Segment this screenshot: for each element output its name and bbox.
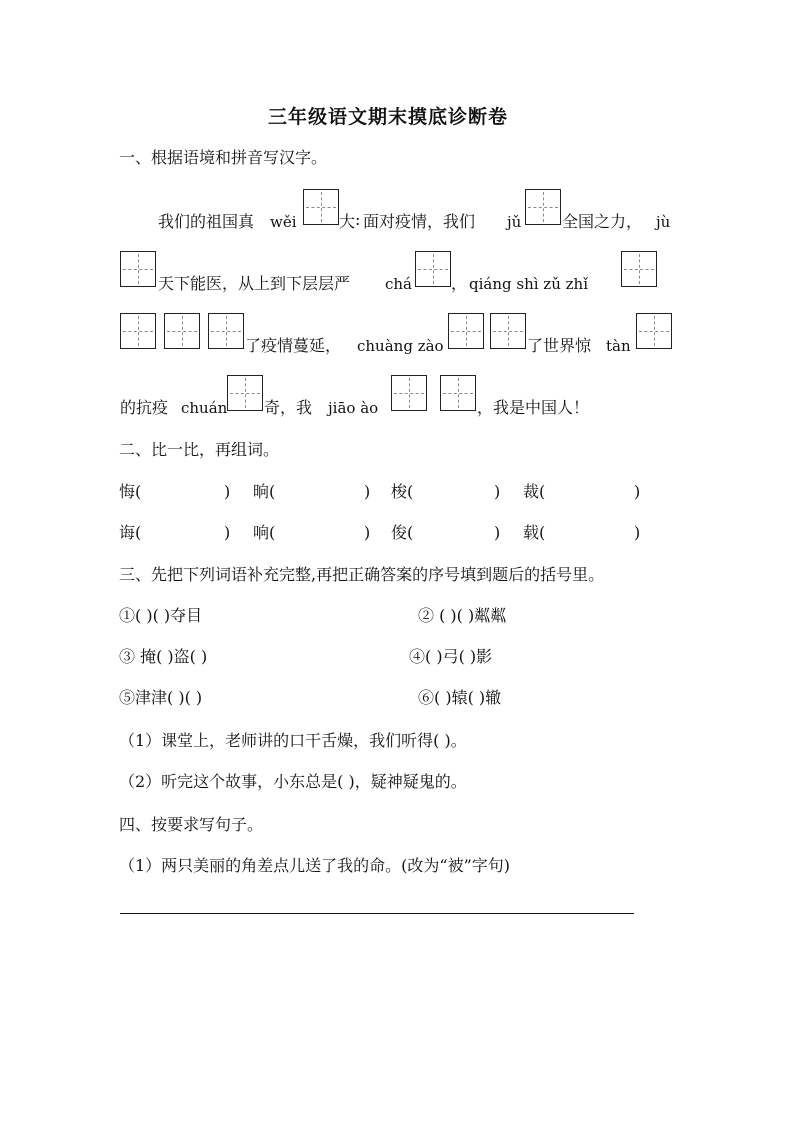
q1-line4-text-b: 奇，我 [264,398,313,417]
q1-line3-text-b: 了世界惊 [527,336,592,355]
q1-pinyin-tan: tàn [606,337,631,355]
q1-line3-text-a: 了疫情蔓延， [245,336,342,355]
q1-pinyin-ju2: jù [656,213,671,231]
q3-item-1: ①( )( )夺目 [119,606,203,625]
q2-r2-c3-close: ) [494,523,501,542]
q1-pinyin-qiangshizuzhi: qiáng shì zǔ zhǐ [469,275,588,293]
answer-line[interactable] [120,913,634,914]
q1-pinyin-wei: wěi [270,213,297,231]
q1-line1-text-b: 大 [339,212,356,231]
q1-pinyin-chuangzao: chuàng zào [357,337,444,355]
q3-item-6: ⑥( )辕( )辙 [418,688,502,707]
answer-box[interactable] [490,313,526,349]
q3-item-2: ② ( )( )粼粼 [418,606,507,625]
q3-item-3: ③ 掩( )盗( ) [119,647,208,666]
q2-r1-c4-close: ) [634,482,641,501]
answer-box[interactable] [391,375,427,411]
answer-box[interactable] [440,375,476,411]
section-1-heading: 一、根据语境和拼音写汉字。 [119,148,328,167]
q2-r2-c1-open: 诲( [119,523,142,542]
q3-sentence-2: （2）听完这个故事，小东总是( )，疑神疑鬼的。 [119,772,467,791]
q2-r2-c2-open: 响( [253,523,276,542]
q1-line1-colon: : [355,210,361,229]
answer-box[interactable] [636,313,672,349]
answer-box[interactable] [120,251,156,287]
q1-line4-text-a: 的抗疫 [120,398,169,417]
q1-line1-text-c: 面对疫情，我们 [363,212,476,231]
answer-box[interactable] [415,251,451,287]
q1-line1-text-a: 我们的祖国真 [158,212,255,231]
q2-r1-c3-open: 梭( [391,482,414,501]
q1-line1-text-d: 全国之力， [562,212,643,231]
q3-sentence-1: （1）课堂上，老师讲的口干舌燥，我们听得( )。 [119,731,467,750]
q2-r2-c2-close: ) [364,523,371,542]
page-title: 三年级语文期末摸底诊断卷 [268,106,509,128]
section-3-heading: 三、先把下列词语补充完整,再把正确答案的序号填到题后的括号里。 [119,565,605,584]
q1-pinyin-cha: chá [385,275,413,293]
answer-box[interactable] [164,313,200,349]
answer-box[interactable] [120,313,156,349]
q1-pinyin-jiaoao: jiāo ào [328,399,379,417]
q1-line2-text-a: 天下能医，从上到下层层严 [158,274,351,293]
q2-r1-c2-open: 晌( [253,482,276,501]
q2-r2-c3-open: 俊( [391,523,414,542]
q3-item-4: ④( )弓( )影 [409,647,493,666]
answer-box[interactable] [621,251,657,287]
answer-box[interactable] [227,375,263,411]
q2-r1-c4-open: 裁( [523,482,546,501]
section-4-heading: 四、按要求写句子。 [119,815,264,834]
q2-r1-c1-open: 悔( [119,482,142,501]
q2-r2-c4-close: ) [634,523,641,542]
q2-r1-c3-close: ) [494,482,501,501]
q2-r2-c1-close: ) [224,523,231,542]
q2-r1-c2-close: ) [364,482,371,501]
answer-box[interactable] [525,189,561,225]
answer-box[interactable] [208,313,244,349]
q1-line4-text-c: ，我是中国人！ [477,398,590,417]
q2-r1-c1-close: ) [224,482,231,501]
section-2-heading: 二、比一比，再组词。 [119,440,280,459]
q1-line2-text-b: ， [451,274,468,293]
q4-sentence-1: （1）两只美丽的角差点儿送了我的命。(改为“被”字句) [119,856,511,875]
q2-r2-c4-open: 载( [523,523,546,542]
answer-box[interactable] [303,189,339,225]
q1-pinyin-chuan: chuán [181,399,228,417]
answer-box[interactable] [448,313,484,349]
q3-item-5: ⑤津津( )( ) [119,688,203,707]
q1-pinyin-ju: jǔ [507,213,522,231]
